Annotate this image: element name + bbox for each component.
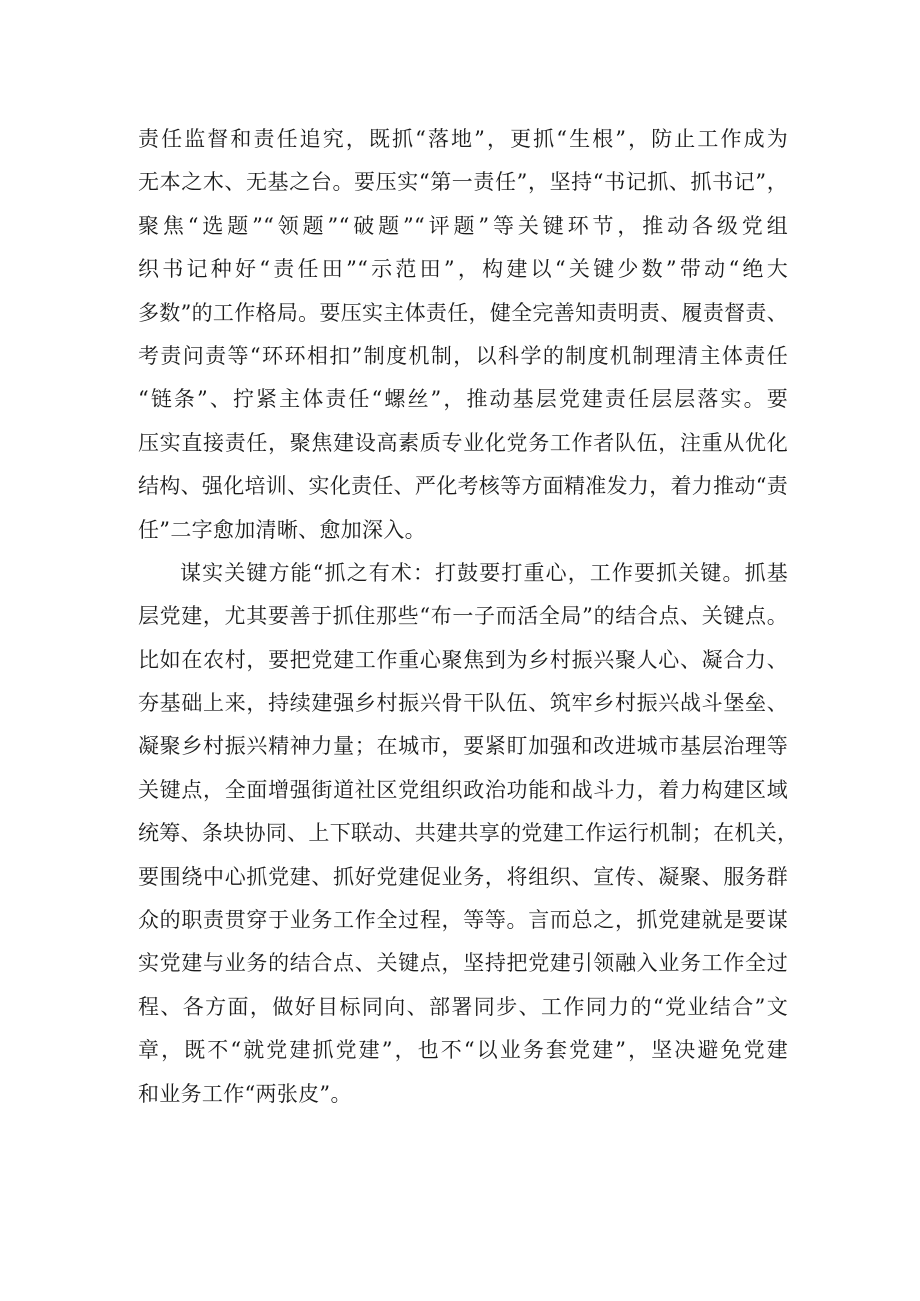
text-line: 夯基础上来，持续建强乡村振兴骨干队伍、筑牢乡村振兴战斗堡垒、 <box>138 691 788 716</box>
text-line: 谋实关键方能“抓之有术：打鼓要打重心，工作要抓关键。抓基 <box>180 560 788 585</box>
text-line: 层党建，尤其要善于抓住那些“布一子而活全局”的结合点、关键点。 <box>138 604 788 629</box>
paragraph-key-points <box>138 552 799 1116</box>
text-line: 要围绕中心抓党建、抓好党建促业务，将组织、宣传、凝聚、服务群 <box>138 864 788 889</box>
text-line: 章，既不“就党建抓党建”，也不“以业务套党建”，坚决避免党建 <box>138 1038 788 1063</box>
text-line: 聚焦“选题”“领题”“破题”“评题”等关键环节，推动各级党组 <box>138 213 788 238</box>
text-line: 任”二字愈加清晰、愈加深入。 <box>138 517 426 542</box>
text-line: 统筹、条块协同、上下联动、共建共享的党建工作运行机制；在机关， <box>138 821 799 846</box>
text-line: 无本之木、无基之台。要压实“第一责任”，坚持“书记抓、抓书记”， <box>138 170 788 195</box>
text-line: 众的职责贯穿于业务工作全过程，等等。言而总之，抓党建就是要谋 <box>138 908 788 933</box>
text-line: 织书记种好“责任田”“示范田”，构建以“关键少数”带动“绝大 <box>138 257 788 282</box>
text-line: 考责问责等“环环相扣”制度机制，以科学的制度机制理清主体责任 <box>138 343 788 368</box>
text-line: 责任监督和责任追究，既抓“落地”，更抓“生根”，防止工作成为 <box>138 127 788 151</box>
text-line: 比如在农村，要把党建工作重心聚焦到为乡村振兴聚人心、凝合力、 <box>138 647 788 672</box>
text-line: 程、各方面，做好目标同向、部署同步、工作同力的“党业结合”文 <box>138 994 788 1019</box>
paragraph-responsibility <box>138 118 788 552</box>
text-line: 凝聚乡村振兴精神力量；在城市，要紧盯加强和改进城市基层治理等 <box>138 734 788 759</box>
text-line: 实党建与业务的结合点、关键点，坚持把党建引领融入业务工作全过 <box>138 951 788 976</box>
text-line: 多数”的工作格局。要压实主体责任，健全完善知责明责、履责督责、 <box>138 300 789 325</box>
text-line: 结构、强化培训、实化责任、严化考核等方面精准发力，着力推动“责 <box>138 474 789 499</box>
text-line: 和业务工作“两张皮”。 <box>138 1081 352 1106</box>
text-line: “链条”、拧紧主体责任“螺丝”，推动基层党建责任层层落实。要 <box>138 387 788 412</box>
document-body <box>138 118 799 1116</box>
text-line: 关键点，全面增强街道社区党组织政治功能和战斗力，着力构建区域 <box>138 777 788 802</box>
text-line: 压实直接责任，聚焦建设高素质专业化党务工作者队伍，注重从优化 <box>138 430 788 455</box>
